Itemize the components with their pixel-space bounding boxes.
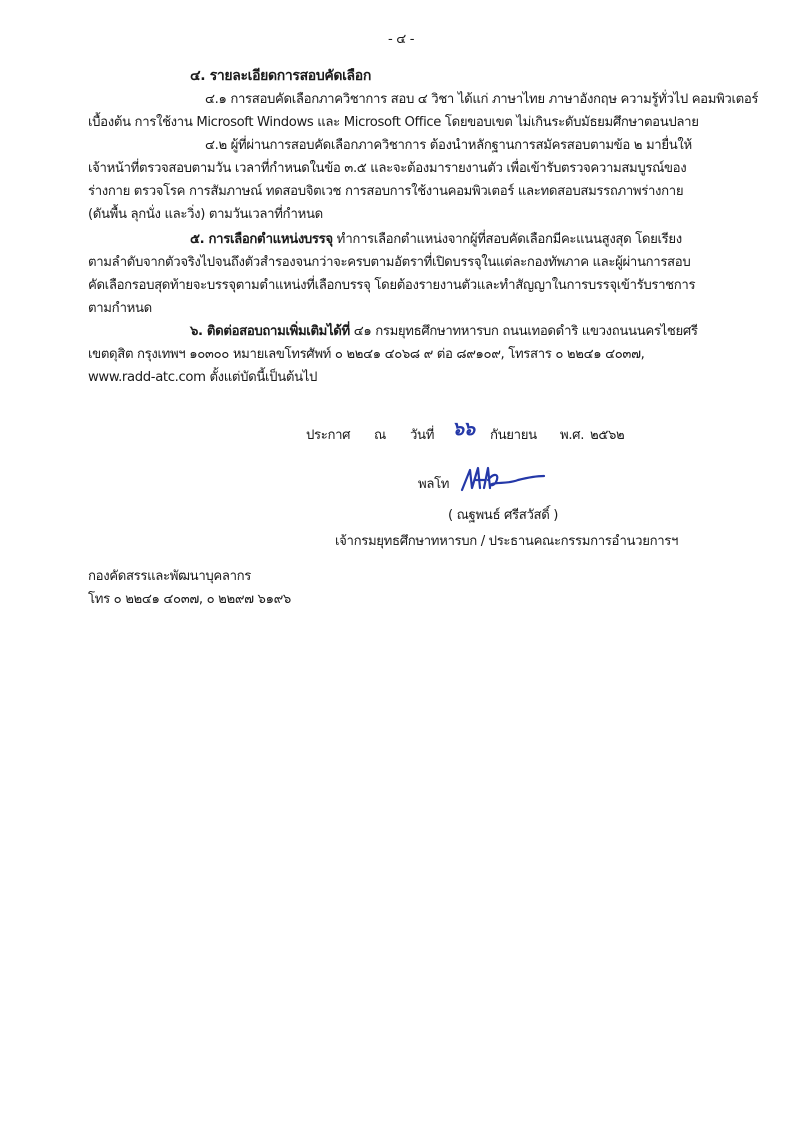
para-4-2-line-1: ๔.๒ ผู้ที่ผ่านการสอบคัดเลือกภาควิชาการ ต้องนำหลักฐานการสมัครสอบตามข้อ ๒ มายื่นให้ bbox=[205, 138, 692, 153]
footer-department: กองคัดสรรและพัฒนาบุคลากร bbox=[88, 569, 252, 584]
signer-name: ( ณฐพนธ์ ศรีสวัสดิ์ ) bbox=[448, 508, 559, 523]
section-4-heading: ๔. รายละเอียดการสอบคัดเลือก bbox=[190, 68, 371, 84]
section-5-line-1 bbox=[190, 230, 682, 250]
section-6-heading: ๖. ติดต่อสอบถามเพิ่มเติมได้ที่ bbox=[190, 324, 350, 339]
announcement-prefix: ประกาศ bbox=[306, 428, 351, 443]
section-5-heading: ๕. การเลือกตำแหน่งบรรจุ bbox=[190, 232, 333, 247]
footer-phone: โทร ๐ ๒๒๔๑ ๔๐๓๗, ๐ ๒๒๙๗ ๖๑๙๖ bbox=[88, 592, 291, 607]
section-6-line-1 bbox=[190, 322, 698, 342]
section-5-line-4: ตามกำหนด bbox=[88, 301, 152, 316]
announcement-era: พ.ศ. bbox=[560, 428, 585, 443]
page-number: - ๔ - bbox=[388, 32, 415, 47]
signature-scribble-icon bbox=[458, 462, 548, 498]
signer-title: เจ้ากรมยุทธศึกษาทหารบก / ประธานคณะกรรมการอำนวยการฯ bbox=[335, 534, 679, 549]
announcement-year: ๒๕๖๒ bbox=[590, 428, 625, 443]
para-4-2-line-3: ร่างกาย ตรวจโรค การสัมภาษณ์ ทดสอบจิตเวช การสอบการใช้งานคอมพิวเตอร์ และทดสอบสมรรถภาพร่างกาย bbox=[88, 184, 684, 199]
announcement-at: ณ bbox=[374, 428, 386, 443]
section-6-line-2: เขตดุสิต กรุงเทพฯ ๑๐๓๐๐ หมายเลขโทรศัพท์ ๐ ๒๒๔๑ ๔๐๖๘ ๙ ต่อ ๘๙๑๐๙, โทรสาร ๐ ๒๒๔๑ ๔๐๓๗, bbox=[88, 347, 645, 362]
signature-rank: พลโท bbox=[418, 477, 450, 492]
section-5-line-3: คัดเลือกรอบสุดท้ายจะบรรจุตามตำแหน่งที่เลือกบรรจุ โดยต้องรายงานตัวและทำสัญญาในการบรรจุเข้ารับราชการ bbox=[88, 278, 696, 293]
para-4-2-line-2: เจ้าหน้าที่ตรวจสอบตามวัน เวลาที่กำหนดในข้อ ๓.๕ และจะต้องมารายงานตัว เพื่อเข้ารับตรวจความสมบูรณ์ของ bbox=[88, 161, 687, 176]
handwritten-day: ๖๖ bbox=[452, 418, 475, 440]
section-6-line-3: www.radd-atc.com ตั้งแต่บัดนี้เป็นต้นไป bbox=[88, 370, 318, 385]
section-5-line-2: ตามลำดับจากตัวจริงไปจนถึงตัวสำรองจนกว่าจะครบตามอัตราที่เปิดบรรจุในแต่ละกองทัพภาค และผู้ผ่านการสอบ bbox=[88, 255, 691, 270]
section-5-line-1-text: ทำการเลือกตำแหน่งจากผู้ที่สอบคัดเลือกมีคะแนนสูงสุด โดยเรียง bbox=[332, 232, 682, 247]
para-4-1-line-1: ๔.๑ การสอบคัดเลือกภาควิชาการ สอบ ๔ วิชา ได้แก่ ภาษาไทย ภาษาอังกฤษ ความรู้ทั่วไป คอมพิวเตอร์ bbox=[205, 92, 759, 107]
para-4-1-line-2: เบื้องต้น การใช้งาน Microsoft Windows และ Microsoft Office โดยขอบเขต ไม่เกินระดับมัธยมศึกษาตอนปลาย bbox=[88, 115, 699, 130]
section-6-line-1-text: ๔๑ กรมยุทธศึกษาทหารบก ถนนเทอดดำริ แขวงถนนนครไชยศรี bbox=[349, 324, 698, 339]
announcement-day-label: วันที่ bbox=[410, 428, 435, 443]
para-4-2-line-4: (ดันพื้น ลุกนั่ง และวิ่ง) ตามวันเวลาที่กำหนด bbox=[88, 207, 323, 222]
announcement-month: กันยายน bbox=[490, 428, 537, 443]
